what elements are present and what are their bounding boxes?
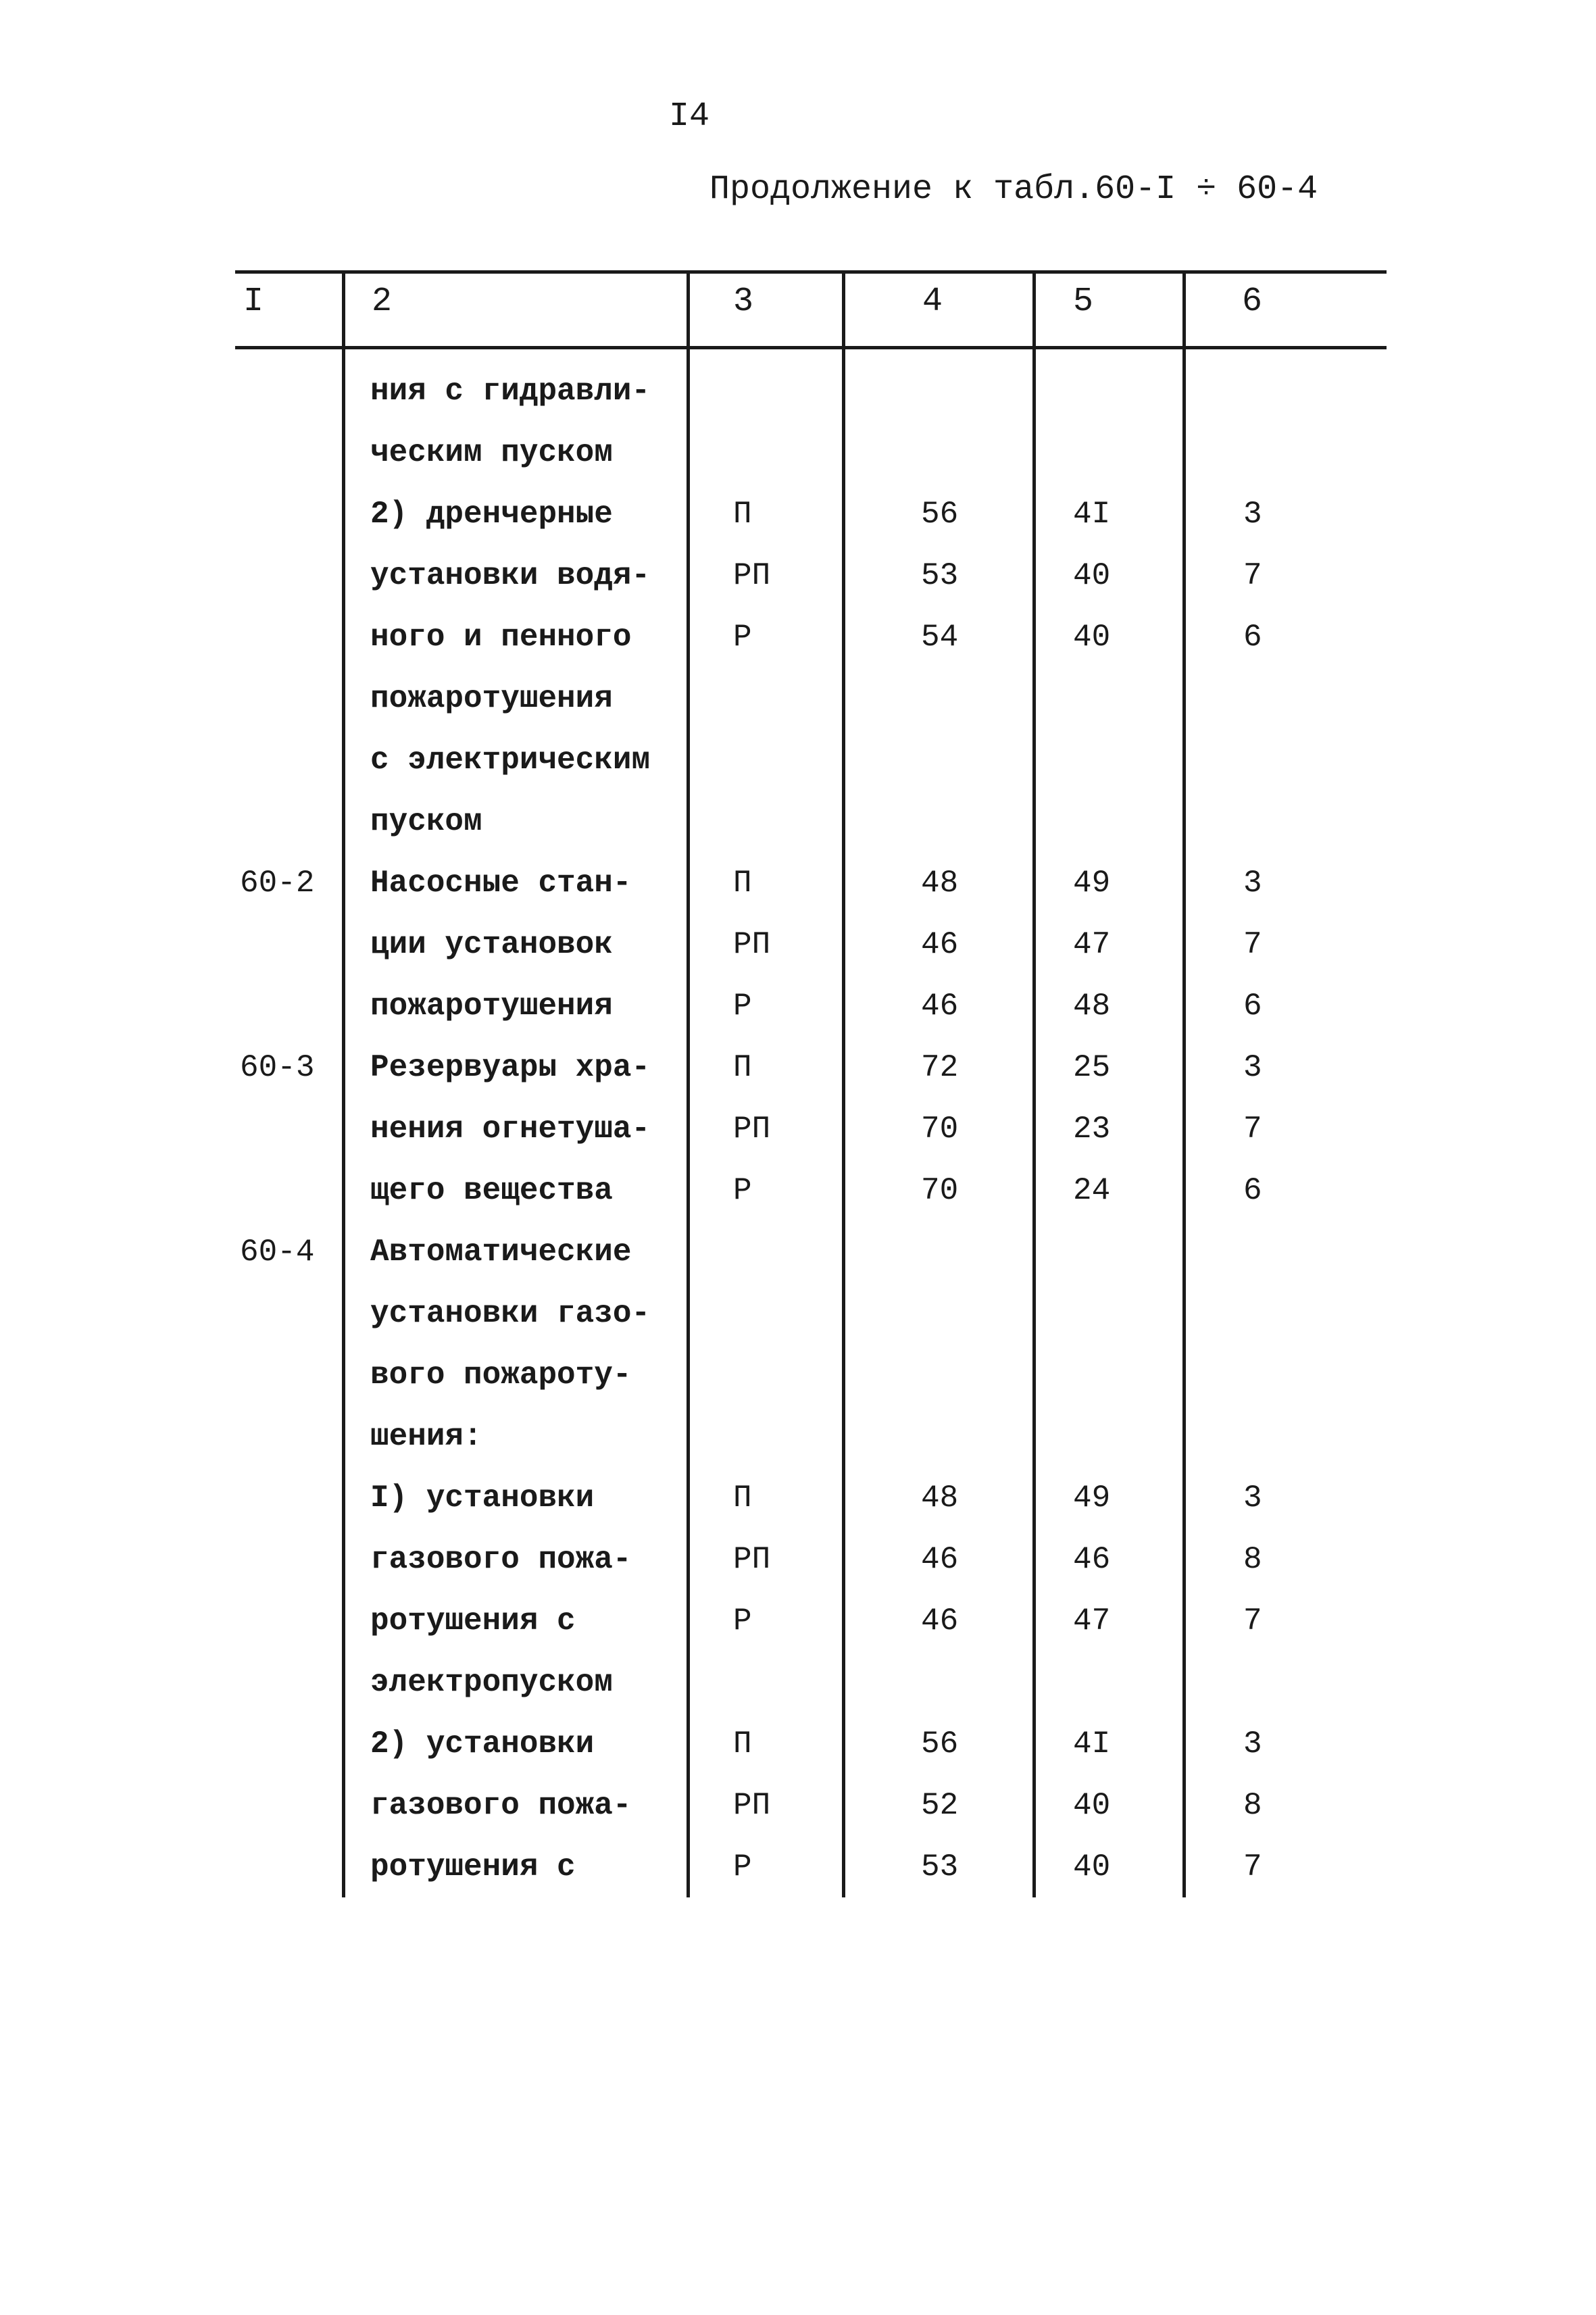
column-divider — [342, 270, 345, 1897]
table-cell-c2: нения огнетуша- — [370, 1112, 651, 1147]
table-cell-c3: РП — [733, 558, 771, 593]
table-cell-c6: 6 — [1243, 620, 1262, 655]
table-cell-c3: Р — [733, 1603, 752, 1639]
table-cell-c1: 60-3 — [240, 1050, 315, 1085]
table-cell-c6: 3 — [1243, 1050, 1262, 1085]
table-cell-c5: 40 — [1073, 1849, 1111, 1885]
table-cell-c2: I) установки — [370, 1480, 595, 1516]
table-cell-c2: ции установок — [370, 927, 613, 962]
table-cell-c6: 8 — [1243, 1542, 1262, 1577]
table-cell-c2: щего вещества — [370, 1173, 613, 1208]
header-cell-2: 2 — [372, 282, 393, 321]
table-cell-c2: Автоматические — [370, 1235, 632, 1270]
table-cell-c6: 3 — [1243, 497, 1262, 532]
header-cell-3: 3 — [733, 282, 754, 321]
header-cell-4: 4 — [922, 282, 943, 321]
table-cell-c6: 3 — [1243, 1726, 1262, 1762]
table-cell-c5: 47 — [1073, 927, 1111, 962]
table-cell-c5: 46 — [1073, 1542, 1111, 1577]
table-cell-c2: пожаротушения — [370, 681, 613, 716]
table-cell-c3: РП — [733, 927, 771, 962]
table-cell-c5: 40 — [1073, 620, 1111, 655]
table-cell-c2: ческим пуском — [370, 435, 613, 470]
table-cell-c4: 48 — [921, 1480, 959, 1516]
column-divider — [687, 270, 690, 1897]
table-cell-c6: 3 — [1243, 1480, 1262, 1516]
table-cell-c3: Р — [733, 620, 752, 655]
table-cell-c2: с электрическим — [370, 743, 651, 778]
table-cell-c3: П — [733, 497, 752, 532]
table-cell-c4: 72 — [921, 1050, 959, 1085]
table-cell-c6: 7 — [1243, 1112, 1262, 1147]
column-divider — [1032, 270, 1036, 1897]
table-cell-c4: 56 — [921, 497, 959, 532]
table-cell-c2: 2) дренчерные — [370, 497, 613, 532]
table-cell-c6: 7 — [1243, 1603, 1262, 1639]
table-header-rule — [235, 346, 1387, 349]
table-cell-c3: П — [733, 1050, 752, 1085]
table-cell-c2: установки водя- — [370, 558, 651, 593]
table-cell-c3: Р — [733, 1849, 752, 1885]
table-cell-c2: ния с гидравли- — [370, 374, 651, 409]
column-divider — [842, 270, 845, 1897]
table-cell-c6: 3 — [1243, 866, 1262, 901]
table-cell-c2: вого пожароту- — [370, 1358, 632, 1393]
table-cell-c2: 2) установки — [370, 1726, 595, 1762]
table-cell-c4: 54 — [921, 620, 959, 655]
table-cell-c5: 49 — [1073, 1480, 1111, 1516]
table-cell-c2: ротушения с — [370, 1603, 576, 1639]
table-cell-c4: 52 — [921, 1788, 959, 1823]
table-cell-c6: 7 — [1243, 558, 1262, 593]
table-cell-c3: РП — [733, 1788, 771, 1823]
table-cell-c5: 25 — [1073, 1050, 1111, 1085]
table-cell-c4: 46 — [921, 1542, 959, 1577]
table-cell-c5: 47 — [1073, 1603, 1111, 1639]
table-cell-c4: 46 — [921, 989, 959, 1024]
table-cell-c4: 53 — [921, 558, 959, 593]
table-cell-c2: установки газо- — [370, 1296, 651, 1331]
table-cell-c2: газового пожа- — [370, 1788, 632, 1823]
header-cell-5: 5 — [1073, 282, 1094, 321]
table-cell-c4: 46 — [921, 927, 959, 962]
table-cell-c6: 8 — [1243, 1788, 1262, 1823]
table-cell-c5: 4I — [1073, 497, 1111, 532]
table-cell-c6: 6 — [1243, 989, 1262, 1024]
table-cell-c5: 24 — [1073, 1173, 1111, 1208]
table-cell-c2: Резервуары хра- — [370, 1050, 651, 1085]
table-cell-c3: П — [733, 1480, 752, 1516]
table-cell-c3: Р — [733, 1173, 752, 1208]
table-cell-c4: 46 — [921, 1603, 959, 1639]
page-number: I4 — [669, 97, 710, 136]
table-cell-c4: 53 — [921, 1849, 959, 1885]
table-cell-c2: ного и пенного — [370, 620, 632, 655]
table-cell-c2: пуском — [370, 804, 482, 839]
table-cell-c2: ротушения с — [370, 1849, 576, 1885]
table-cell-c5: 4I — [1073, 1726, 1111, 1762]
table-top-rule — [235, 270, 1387, 274]
table-cell-c6: 6 — [1243, 1173, 1262, 1208]
table-cell-c2: газового пожа- — [370, 1542, 632, 1577]
table-cell-c2: Насосные стан- — [370, 866, 632, 901]
table-cell-c5: 40 — [1073, 558, 1111, 593]
table-cell-c4: 70 — [921, 1173, 959, 1208]
column-divider — [1182, 270, 1186, 1897]
table-cell-c6: 7 — [1243, 1849, 1262, 1885]
header-cell-1: I — [243, 282, 264, 321]
table-cell-c3: РП — [733, 1542, 771, 1577]
table-cell-c1: 60-2 — [240, 866, 315, 901]
table-cell-c1: 60-4 — [240, 1235, 315, 1270]
table-cell-c2: электропуском — [370, 1665, 613, 1700]
table-cell-c2: шения: — [370, 1419, 482, 1454]
table-cell-c5: 49 — [1073, 866, 1111, 901]
table-cell-c5: 48 — [1073, 989, 1111, 1024]
table-cell-c3: Р — [733, 989, 752, 1024]
table-caption: Продолжение к табл.60-I ÷ 60-4 — [709, 170, 1318, 209]
table-cell-c4: 56 — [921, 1726, 959, 1762]
header-cell-6: 6 — [1242, 282, 1263, 321]
table-cell-c3: РП — [733, 1112, 771, 1147]
table-cell-c5: 23 — [1073, 1112, 1111, 1147]
table-cell-c4: 48 — [921, 866, 959, 901]
table-cell-c4: 70 — [921, 1112, 959, 1147]
table-cell-c2: пожаротушения — [370, 989, 613, 1024]
table-cell-c5: 40 — [1073, 1788, 1111, 1823]
table-cell-c6: 7 — [1243, 927, 1262, 962]
table-cell-c3: П — [733, 866, 752, 901]
table-cell-c3: П — [733, 1726, 752, 1762]
